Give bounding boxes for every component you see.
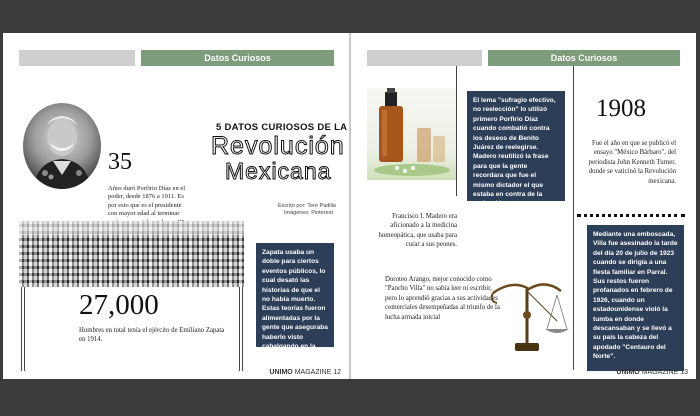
divider-line	[573, 66, 574, 370]
fact2-number: 27,000	[79, 289, 159, 321]
divider-line	[242, 287, 243, 371]
divider-line	[24, 287, 25, 371]
article-title-line3: Mexicana	[225, 158, 332, 184]
dotted-divider	[577, 214, 685, 217]
article-title-line1: 5 DATOS CURIOSOS DE LA	[216, 122, 348, 133]
footer-brand: UNIMO	[269, 369, 293, 376]
porfirio-portrait-icon	[23, 103, 101, 189]
fact2-text: Hombres en total tenía el ejército de Emiliano Zapata en 1914.	[79, 327, 225, 344]
credit-writer: Escrito por: Tere Padilla	[278, 203, 336, 209]
left-page	[3, 33, 349, 379]
credit-images: Imágenes: Pinterest	[284, 210, 333, 216]
header-grey-bar	[367, 50, 482, 66]
villa-text: Doroteo Arango, mejor conocido como "Pancho Villa" no sabía leer ni escribir, pero lo aprendió gracias a sus actividades comerciales desempeñadas al triunfo de la lucha armada inicial	[385, 276, 500, 321]
footer-left	[269, 369, 341, 376]
header-grey-bar	[19, 50, 135, 66]
right-page	[351, 33, 696, 379]
year-text: Fue el año en que se publicó el ensayo "México Bárbaro", del periodista John Kenneth Turner, donde se vaticinó la Revolución mexicana.	[588, 140, 676, 185]
fact1-number: 35	[108, 149, 132, 175]
divider-line	[239, 287, 240, 371]
villa-fact-box: Mediante una emboscada, Villa fue asesinado la tarde del día 20 de julio de 1923 cuando se dirigía a una fiesta familiar en Parral. Sus restos fueron profanados en febrero de 1926, cuando un estadounidense violó la tumba en donde descansaban y se llevó a su país la cabeza del apodado "Centauro del Norte".	[587, 225, 684, 371]
year-number: 1908	[596, 95, 646, 122]
footer-page: MAGAZINE 12	[294, 369, 341, 376]
zapata-army-photo-icon	[19, 221, 244, 287]
footer-brand: UNIMO	[616, 369, 640, 376]
madero-text: Francisco I. Madero era aficionado a la medicina homeopática, que usaba para curar a sus peones.	[378, 213, 457, 249]
divider-line	[21, 287, 22, 371]
footer-page: MAGAZINE 13	[641, 369, 688, 376]
article-title-line2: Revolución	[211, 132, 345, 160]
fact1-text: Años duró Porfirio Díaz en el poder, desde 1876 a 1911. Es por esto que es el presidente con mayor edad al terminar	[108, 185, 186, 218]
divider-line	[456, 66, 457, 196]
balance-scale-photo-icon	[483, 279, 571, 357]
section-label: Datos Curiosos	[488, 50, 680, 66]
section-label: Datos Curiosos	[141, 50, 334, 66]
footer-right	[616, 369, 688, 376]
homeopathic-bottle-photo-icon	[367, 88, 457, 180]
zapata-fact-box: Zapata usaba un doble para ciertos eventos públicos, lo cual desató las historias de que el no había muerto. Estas teorías fueron alimentadas por la gente que aseguraba haberlo visto cabalgando en la región.	[256, 243, 334, 347]
sufragio-fact-box: El lema "sufragio efectivo, no reelección" lo utilizó primero Porfirio Díaz cuando combatió contra los deseos de Benito Juárez de reelegirse. Madero reutilizó la frase para que la gente recordara que fue el mismo dictador el que estaba en contra de la reelección.	[467, 91, 565, 201]
